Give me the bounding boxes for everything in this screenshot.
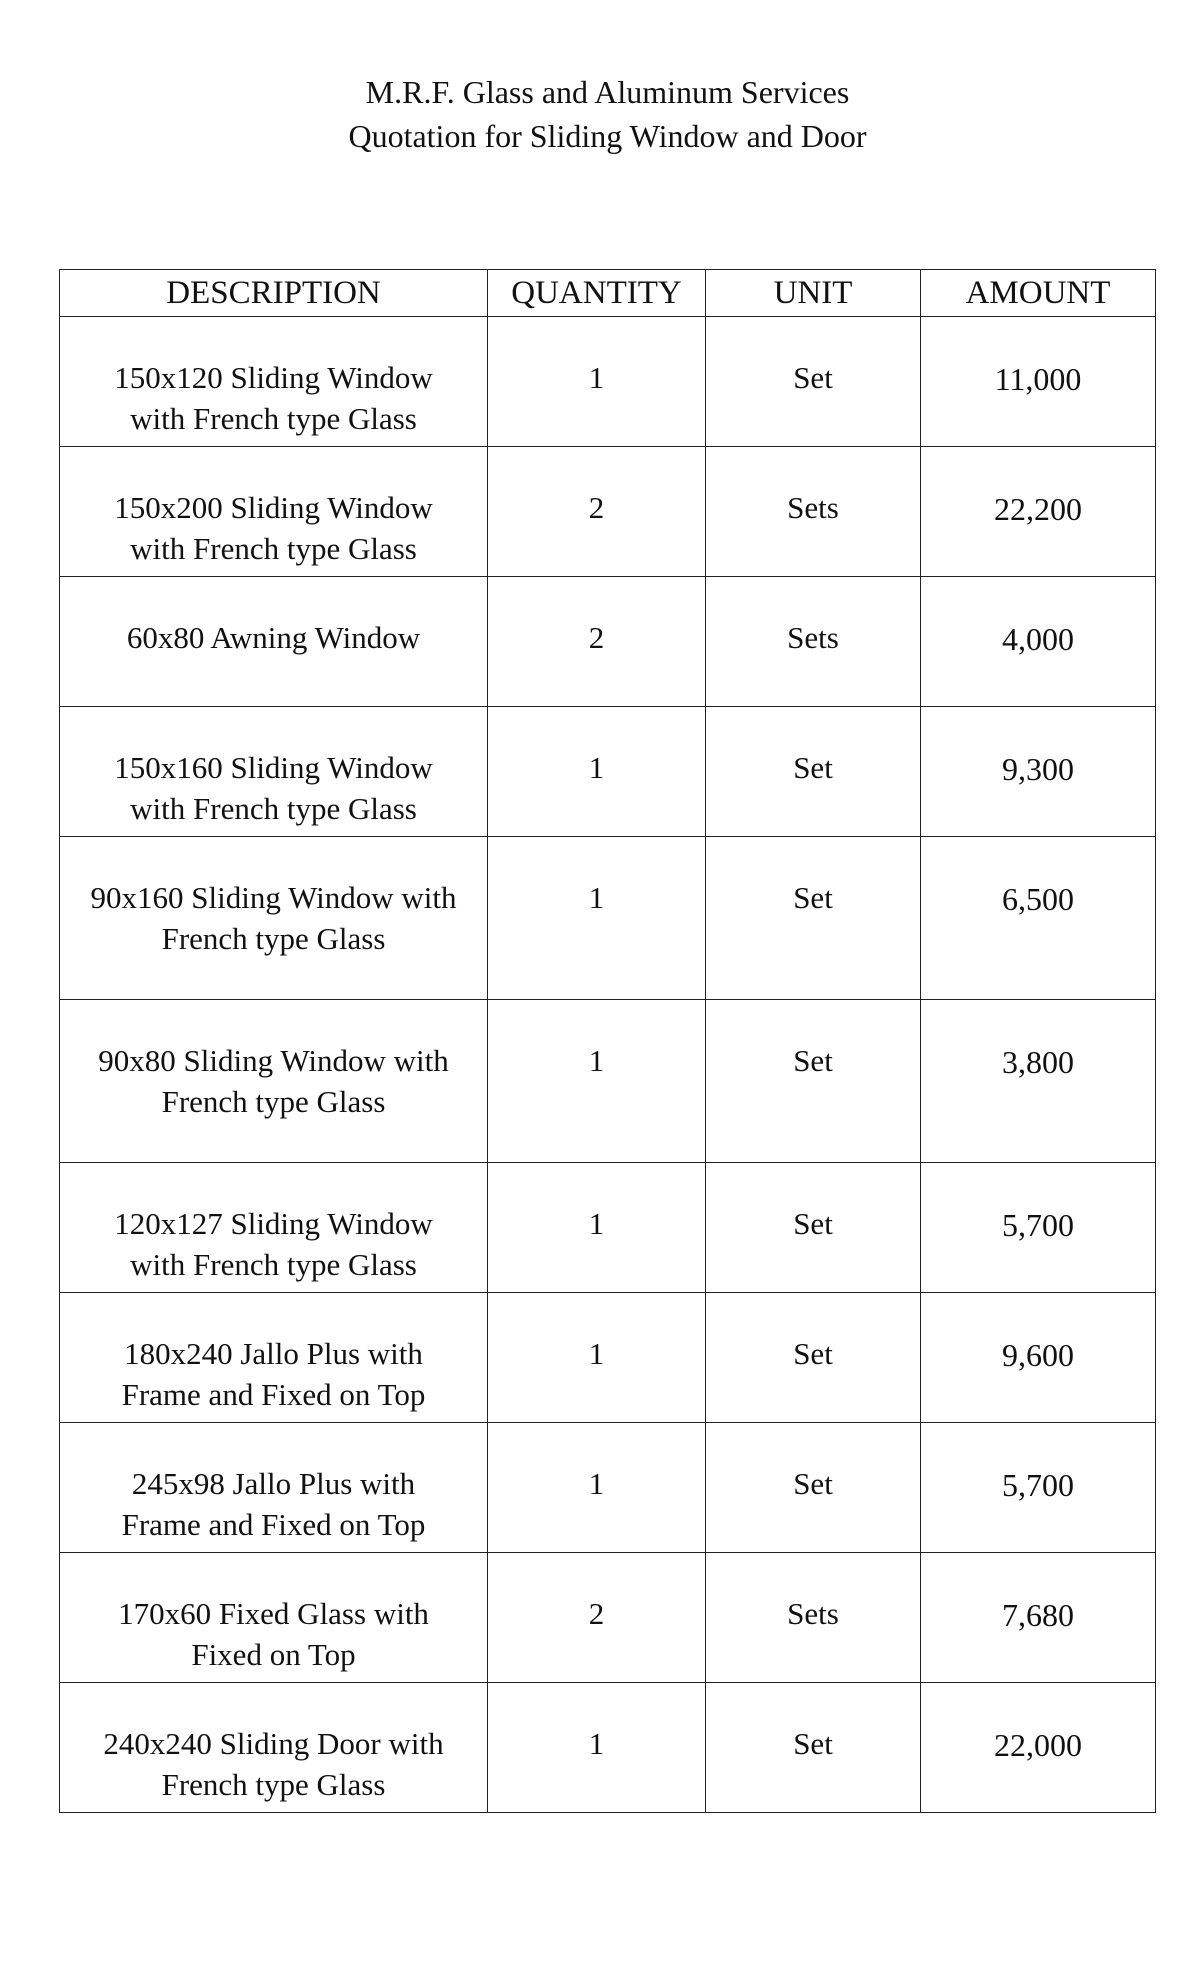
table-row [60, 1553, 1156, 1683]
description-line: 150x120 Sliding Window [114, 360, 433, 395]
description-line: French type Glass [161, 1084, 386, 1119]
table-row [60, 1163, 1156, 1293]
description-cell [60, 317, 488, 447]
unit-cell: Set [706, 317, 921, 447]
description-cell [60, 707, 488, 837]
quantity-cell: 1 [488, 1683, 706, 1813]
column-header-quantity: QUANTITY [488, 270, 706, 317]
table-row [60, 447, 1156, 577]
unit-cell: Set [706, 1293, 921, 1423]
description-line: with French type Glass [130, 1247, 417, 1282]
description-line: 90x160 Sliding Window with [90, 880, 457, 915]
quantity-cell: 2 [488, 577, 706, 707]
quantity-cell: 1 [488, 837, 706, 1000]
amount-cell: 4,000 [921, 577, 1156, 707]
column-header-unit: UNIT [706, 270, 921, 317]
description-line: with French type Glass [130, 791, 417, 826]
table-row [60, 1000, 1156, 1163]
table-row [60, 837, 1156, 1000]
unit-cell: Set [706, 707, 921, 837]
description-cell [60, 1293, 488, 1423]
description-line: Frame and Fixed on Top [121, 1507, 426, 1542]
amount-cell: 9,300 [921, 707, 1156, 837]
description-cell [60, 447, 488, 577]
description-line: 180x240 Jallo Plus with [124, 1336, 423, 1371]
description-line: 170x60 Fixed Glass with [118, 1596, 429, 1631]
description-line: 90x80 Sliding Window with [98, 1043, 449, 1078]
unit-cell: Sets [706, 1553, 921, 1683]
amount-cell: 7,680 [921, 1553, 1156, 1683]
column-header-description: DESCRIPTION [60, 270, 488, 317]
amount-cell: 9,600 [921, 1293, 1156, 1423]
unit-cell: Sets [706, 447, 921, 577]
table-row [60, 317, 1156, 447]
table-row [60, 1683, 1156, 1813]
description-cell [60, 1000, 488, 1163]
description-line: with French type Glass [130, 401, 417, 436]
description-cell [60, 837, 488, 1000]
amount-cell: 5,700 [921, 1163, 1156, 1293]
amount-cell: 11,000 [921, 317, 1156, 447]
amount-cell: 22,000 [921, 1683, 1156, 1813]
unit-cell: Set [706, 1423, 921, 1553]
table-row [60, 707, 1156, 837]
quantity-cell: 1 [488, 1000, 706, 1163]
quantity-cell: 1 [488, 1293, 706, 1423]
description-line: 150x200 Sliding Window [114, 490, 433, 525]
table-row [60, 1423, 1156, 1553]
description-line: 240x240 Sliding Door with [103, 1726, 444, 1761]
description-cell [60, 577, 488, 707]
description-line: Frame and Fixed on Top [121, 1377, 426, 1412]
quantity-cell: 2 [488, 447, 706, 577]
table-row [60, 577, 1156, 707]
table-row [60, 1293, 1156, 1423]
description-cell [60, 1553, 488, 1683]
description-line: 150x160 Sliding Window [114, 750, 433, 785]
quantity-cell: 2 [488, 1553, 706, 1683]
column-header-amount: AMOUNT [921, 270, 1156, 317]
unit-cell: Set [706, 1163, 921, 1293]
description-line: 60x80 Awning Window [126, 620, 421, 655]
amount-cell: 3,800 [921, 1000, 1156, 1163]
unit-cell: Set [706, 1683, 921, 1813]
description-cell [60, 1683, 488, 1813]
company-name: M.R.F. Glass and Aluminum Services [365, 74, 850, 110]
description-line: with French type Glass [130, 531, 417, 566]
unit-cell: Sets [706, 577, 921, 707]
description-line: French type Glass [161, 921, 386, 956]
description-line: 120x127 Sliding Window [114, 1206, 433, 1241]
description-line: Fixed on Top [191, 1637, 356, 1672]
document-header [0, 70, 1200, 158]
unit-cell: Set [706, 837, 921, 1000]
amount-cell: 5,700 [921, 1423, 1156, 1553]
quantity-cell: 1 [488, 317, 706, 447]
description-line: French type Glass [161, 1767, 386, 1802]
table-header-row [60, 270, 1156, 317]
unit-cell: Set [706, 1000, 921, 1163]
quotation-table [59, 269, 1156, 1813]
quotation-title: Quotation for Sliding Window and Door [348, 118, 867, 154]
amount-cell: 6,500 [921, 837, 1156, 1000]
quantity-cell: 1 [488, 707, 706, 837]
quantity-cell: 1 [488, 1163, 706, 1293]
quantity-cell: 1 [488, 1423, 706, 1553]
description-line: 245x98 Jallo Plus with [131, 1466, 416, 1501]
description-cell [60, 1163, 488, 1293]
amount-cell: 22,200 [921, 447, 1156, 577]
description-cell [60, 1423, 488, 1553]
